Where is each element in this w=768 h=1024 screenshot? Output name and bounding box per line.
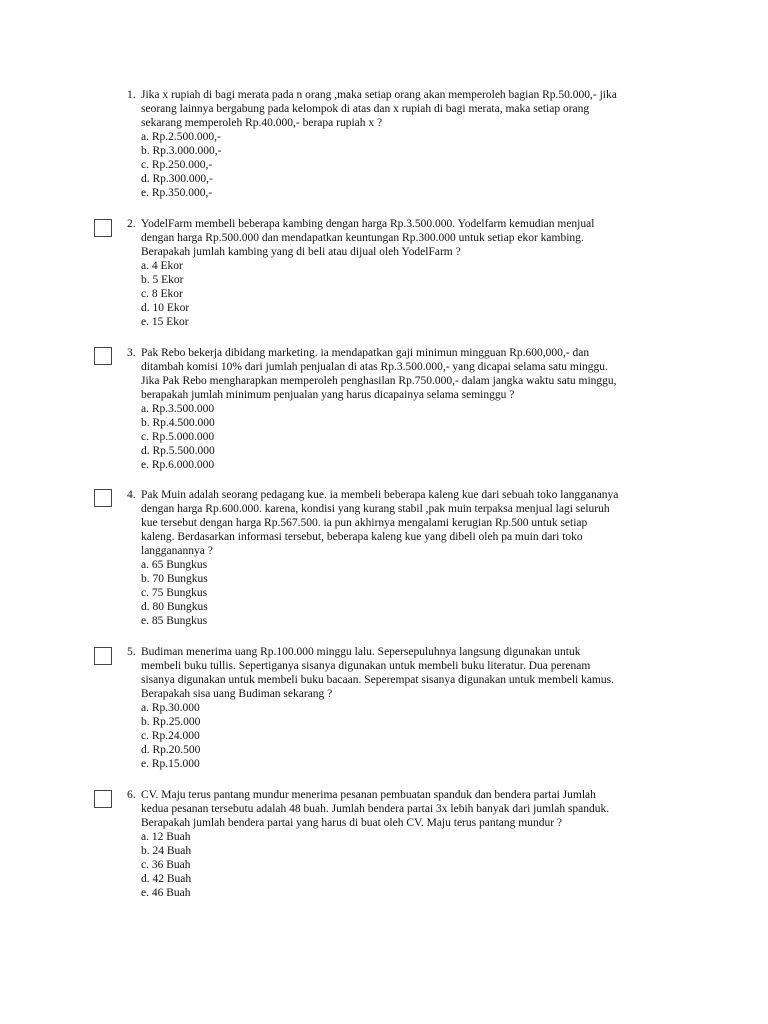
question-text-line: sekarang memperoleh Rp.40.000,- berapa rupiah x ? (141, 117, 383, 129)
option-a: a. Rp.2.500.000,- (141, 131, 221, 143)
answer-checkbox[interactable] (94, 790, 112, 808)
option-e: e. Rp.350.000,- (141, 187, 213, 199)
option-c: c. 8 Ekor (141, 288, 183, 300)
question-text-line: CV. Maju terus pantang mundur menerima pesanan pembuatan spanduk dan bendera partai Jumlah (141, 789, 596, 801)
option-b: b. 5 Ekor (141, 274, 184, 286)
question-number: 3. (127, 347, 136, 359)
question-body (141, 488, 701, 628)
question-text-line: Pak Rebo bekerja dibidang marketing. ia mendapatkan gaji minimun mingguan Rp.600,000,- dan (141, 347, 590, 359)
option-d: d. 42 Buah (141, 873, 192, 885)
question-text-line: langganannya ? (141, 545, 213, 557)
question-text-line: Pak Muin adalah seorang pedagang kue. ia membeli beberapa kaleng kue dari sebuah toko langgananya (141, 489, 619, 501)
option-c: c. Rp.250.000,- (141, 159, 213, 171)
option-c: c. Rp.5.000.000 (141, 431, 215, 443)
option-list (141, 130, 701, 200)
option-a: a. 4 Ekor (141, 260, 183, 272)
question-text-line: YodelFarm membeli beberapa kambing dengan harga Rp.3.500.000. Yodelfarm kemudian menjual (141, 218, 595, 230)
option-a: a. 65 Bungkus (141, 559, 208, 571)
answer-checkbox[interactable] (94, 347, 112, 365)
question-text-line: berapakah jumlah minimum penjualan yang harus dicapainya selama seminggu ? (141, 389, 515, 401)
option-d: d. Rp.5.500.000 (141, 445, 215, 457)
option-list (141, 701, 701, 771)
option-c: c. 75 Bungkus (141, 587, 208, 599)
option-list (141, 402, 701, 472)
answer-checkbox[interactable] (94, 219, 112, 237)
question-text-line: sisanya digunakan untuk membeli buku bacaan. Seperempat sisanya digunakan untuk membeli kamus. (141, 674, 614, 686)
question-text-line: Budiman menerima uang Rp.100.000 minggu lalu. Sepersepuluhnya langsung digunakan untuk (141, 646, 581, 658)
question-text-line: kedua pesanan tersebutu adalah 48 buah. Jumlah bendera partai 3x lebih banyak dari jumlah spanduk. (141, 803, 610, 815)
option-e: e. Rp.6.000.000 (141, 459, 215, 471)
question-number: 4. (127, 489, 136, 501)
option-e: e. 46 Buah (141, 887, 191, 899)
question-number: 2. (127, 218, 136, 230)
question-text-line: dengan harga Rp.500.000 dan mendapatkan keuntungan Rp.300.000 untuk setiap ekor kambing. (141, 232, 584, 244)
option-d: d. Rp.300.000,- (141, 173, 213, 185)
option-b: b. Rp.25.000 (141, 716, 201, 728)
question-text-line: Berapakah jumlah bendera partai yang harus di buat oleh CV. Maju terus pantang mundur ? (141, 817, 563, 829)
option-b: b. Rp.4.500.000 (141, 417, 215, 429)
option-a: a. 12 Buah (141, 831, 191, 843)
option-e: e. 15 Ekor (141, 316, 189, 328)
question-body (141, 645, 701, 771)
answer-checkbox[interactable] (94, 489, 112, 507)
question-text-line: kaleng. Berdasarkan informasi tersebut, beberapa kaleng kue yang dibeli oleh pa muin dari toko (141, 531, 583, 543)
option-a: a. Rp.3.500.000 (141, 403, 215, 415)
question-body (141, 88, 701, 200)
answer-checkbox[interactable] (94, 647, 112, 665)
question-text-line: Berapakah sisa uang Budiman sekarang ? (141, 688, 333, 700)
option-list (141, 259, 701, 329)
option-b: b. 70 Bungkus (141, 573, 208, 585)
question-body (141, 788, 701, 900)
option-list (141, 558, 701, 628)
question-text-line: kue tersebut dengan harga Rp.567.500. ia pun akhirnya mengalami kerugian Rp.500 untuk setiap (141, 517, 588, 529)
option-a: a. Rp.30.000 (141, 702, 200, 714)
question-body (141, 346, 701, 472)
option-b: b. Rp.3.000.000,- (141, 145, 222, 157)
option-e: e. 85 Bungkus (141, 615, 208, 627)
question-body (141, 217, 701, 329)
question-text-line: ditambah komisi 10% dari jumlah penjualan di atas Rp.3.500.000,- yang dicapai selama satu minggu. (141, 361, 608, 373)
option-d: d. 80 Bungkus (141, 601, 208, 613)
question-text-line: dengan harga Rp.600.000. karena, kondisi yang kurang stabil ,pak muin terpaksa menjual lagi seluruh (141, 503, 610, 515)
option-d: d. 10 Ekor (141, 302, 190, 314)
question-text-line: Berapakah jumlah kambing yang di beli atau dijual oleh YodelFarm ? (141, 246, 461, 258)
question-text-line: membeli buku tullis. Sepertiganya sisanya digunakan untuk membeli buku literatur. Dua perenam (141, 660, 591, 672)
option-c: c. Rp.24.000 (141, 730, 200, 742)
question-number: 1. (127, 89, 136, 101)
option-list (141, 830, 701, 900)
question-text-line: Jika Pak Rebo mengharapkan memperoleh penghasilan Rp.750.000,- dalam jangka waktu satu minggu, (141, 375, 617, 387)
question-text-line: seorang lainnya bergabung pada kelompok di atas dan x rupiah di bagi merata, maka setiap orang (141, 103, 590, 115)
option-e: e. Rp.15.000 (141, 758, 200, 770)
question-number: 5. (127, 646, 136, 658)
question-number: 6. (127, 789, 136, 801)
question-text-line: Jika x rupiah di bagi merata pada n orang ,maka setiap orang akan memperoleh bagian Rp.50.000,- jika (141, 89, 617, 101)
option-d: d. Rp.20.500 (141, 744, 201, 756)
option-b: b. 24 Buah (141, 845, 192, 857)
option-c: c. 36 Buah (141, 859, 191, 871)
